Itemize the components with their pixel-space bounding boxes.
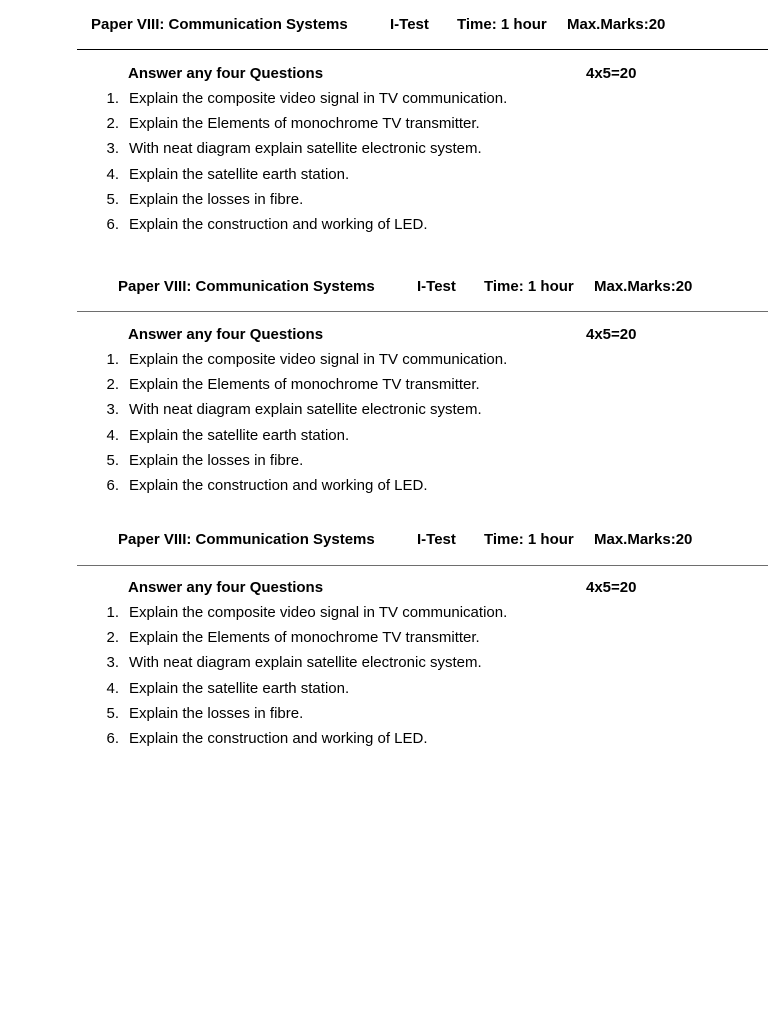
header-divider xyxy=(77,565,768,566)
question-number: 4. xyxy=(106,426,119,444)
max-marks: Max.Marks:20 xyxy=(594,278,693,295)
marks-scheme: 4x5=20 xyxy=(586,326,637,343)
question-number: 5. xyxy=(106,704,119,722)
question-number: 4. xyxy=(106,165,119,183)
question-number: 4. xyxy=(106,679,119,697)
question-text: Explain the composite video signal in TV communication. xyxy=(129,351,508,368)
instruction: Answer any four Questions xyxy=(128,579,324,596)
question-text: Explain the losses in fibre. xyxy=(129,190,304,208)
question-text: Explain the satellite earth station. xyxy=(129,679,350,697)
question-number: 1. xyxy=(106,90,119,107)
max-marks: Max.Marks:20 xyxy=(594,531,693,548)
question-text: With neat diagram explain satellite electronic system. xyxy=(129,140,482,158)
paper-title: Paper VIII: Communication Systems xyxy=(118,278,375,295)
question-text: Explain the composite video signal in TV communication. xyxy=(129,604,508,621)
test-name: I-Test xyxy=(417,531,456,548)
test-name: I-Test xyxy=(390,16,429,33)
header-divider xyxy=(77,49,768,50)
question-text: With neat diagram explain satellite electronic system. xyxy=(129,401,482,419)
question-text: Explain the losses in fibre. xyxy=(129,451,304,469)
question-text: Explain the Elements of monochrome TV transmitter. xyxy=(129,115,480,133)
question-number: 5. xyxy=(106,190,119,208)
question-number: 2. xyxy=(106,115,119,133)
question-number: 1. xyxy=(106,351,119,368)
question-number: 3. xyxy=(106,401,119,419)
marks-scheme: 4x5=20 xyxy=(586,579,637,596)
question-text: With neat diagram explain satellite electronic system. xyxy=(129,654,482,672)
question-text: Explain the Elements of monochrome TV transmitter. xyxy=(129,376,480,394)
question-number: 3. xyxy=(106,140,119,158)
time-allowed: Time: 1 hour xyxy=(484,531,574,548)
question-number: 6. xyxy=(106,215,119,233)
max-marks: Max.Marks:20 xyxy=(567,16,666,33)
time-allowed: Time: 1 hour xyxy=(484,278,574,295)
test-name: I-Test xyxy=(417,278,456,295)
question-text: Explain the composite video signal in TV communication. xyxy=(129,90,508,107)
question-number: 1. xyxy=(106,604,119,621)
instruction: Answer any four Questions xyxy=(128,65,324,82)
marks-scheme: 4x5=20 xyxy=(586,65,637,82)
question-number: 6. xyxy=(106,729,119,747)
question-text: Explain the construction and working of LED. xyxy=(129,729,428,747)
question-number: 2. xyxy=(106,376,119,394)
question-text: Explain the construction and working of LED. xyxy=(129,476,428,494)
question-text: Explain the satellite earth station. xyxy=(129,165,350,183)
question-number: 6. xyxy=(106,476,119,494)
question-text: Explain the Elements of monochrome TV transmitter. xyxy=(129,629,480,647)
paper-title: Paper VIII: Communication Systems xyxy=(91,16,348,33)
time-allowed: Time: 1 hour xyxy=(457,16,547,33)
question-text: Explain the satellite earth station. xyxy=(129,426,350,444)
question-number: 5. xyxy=(106,451,119,469)
question-number: 3. xyxy=(106,654,119,672)
question-text: Explain the losses in fibre. xyxy=(129,704,304,722)
question-number: 2. xyxy=(106,629,119,647)
instruction: Answer any four Questions xyxy=(128,326,324,343)
paper-title: Paper VIII: Communication Systems xyxy=(118,531,375,548)
header-divider xyxy=(77,311,768,312)
question-text: Explain the construction and working of LED. xyxy=(129,215,428,233)
